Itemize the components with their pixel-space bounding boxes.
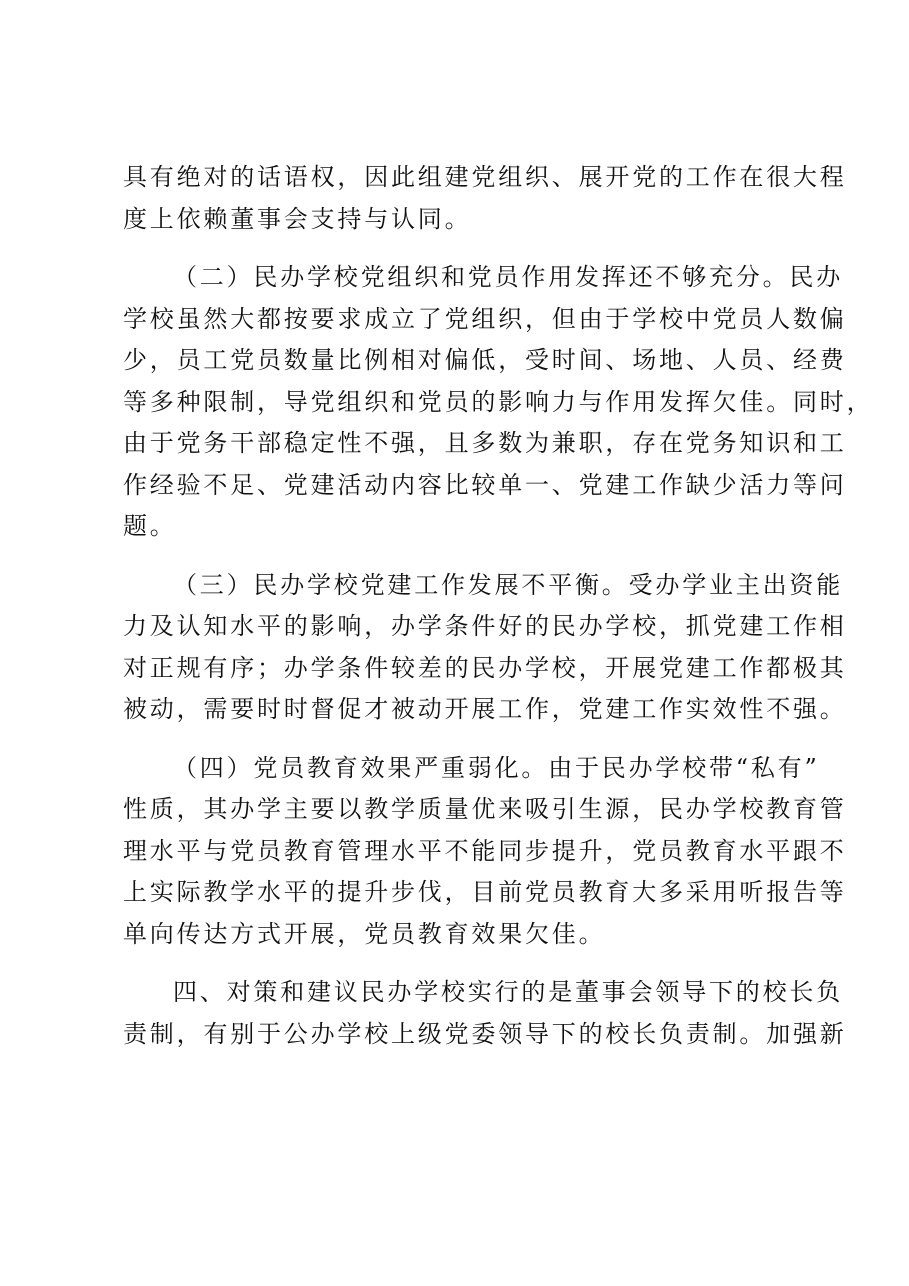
text-line: （三）民办学校党建工作发展不平衡。受办学业主出资能 — [173, 570, 843, 599]
text-line: 理水平与党员教育管理水平不能同步提升，党员教育水平跟不 — [123, 836, 847, 865]
text-line: 作经验不足、党建活动内容比较单一、党建工作缺少活力等问 — [123, 470, 847, 499]
text-line: 力及认知水平的影响，办学条件好的民办学校，抓党建工作相 — [123, 612, 847, 640]
text-line: （二）民办学校党组织和党员作用发挥还不够充分。民办 — [173, 263, 843, 291]
text-line: 由于党务干部稳定性不强，且多数为兼职，存在党务知识和工 — [123, 429, 847, 457]
text-line: 少，员工党员数量比例相对偏低，受时间、场地、人员、经费 — [123, 346, 847, 374]
text-line: 度上依赖董事会支持与认同。 — [123, 204, 472, 233]
paragraph-heading-4 — [123, 972, 847, 1055]
paragraph-continuation — [123, 157, 847, 240]
text-line: 单向传达方式开展，党员教育效果欠佳。 — [123, 919, 606, 948]
text-line: 责制，有别于公办学校上级党委领导下的校长负责制。加强新 — [123, 1019, 847, 1048]
text-line: 具有绝对的话语权，因此组建党组织、展开党的工作在很大程 — [123, 163, 847, 191]
paragraph-section-4 — [123, 748, 847, 956]
text-line: 等多种限制，导党组织和党员的影响力与作用发挥欠佳。同时， — [123, 387, 874, 416]
text-line: 题。 — [123, 512, 177, 540]
text-line: 四、对策和建议民办学校实行的是董事会领导下的校长负 — [173, 978, 843, 1006]
text-line: （四）党员教育效果严重弱化。由于民办学校带“私有” — [173, 753, 820, 782]
text-line: 上实际教学水平的提升步伐，目前党员教育大多采用听报告等 — [123, 878, 847, 906]
text-line: 被动，需要时时督促才被动开展工作，党建工作实效性不强。 — [123, 695, 847, 723]
paragraph-section-3 — [123, 565, 847, 731]
paragraph-section-2 — [123, 257, 874, 548]
document-body — [123, 157, 874, 1055]
text-line: 性质，其办学主要以教学质量优来吸引生源，民办学校教育管 — [123, 795, 847, 823]
text-line: 对正规有序；办学条件较差的民办学校，开展党建工作都极其 — [123, 653, 847, 682]
text-line: 学校虽然大都按要求成立了党组织，但由于学校中党员人数偏 — [123, 304, 847, 333]
